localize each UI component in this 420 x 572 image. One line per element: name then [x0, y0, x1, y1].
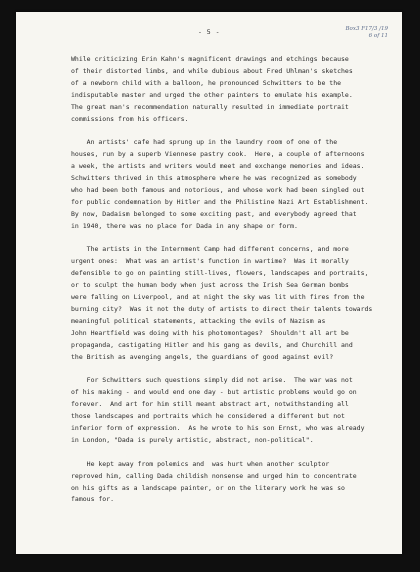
text-line: commissions from his officers.	[71, 114, 189, 123]
text-line: or to sculpt the human body when just across the Irish Sea German bombs	[71, 281, 349, 290]
text-line: for public condemnation by Hitler and the Philistine Nazi Art Establishment.	[71, 197, 369, 206]
text-line: The great man's recommendation naturally resulted in immediate portrait	[71, 102, 349, 111]
text-line: the British as avenging angels, the guardians of good against evil?	[71, 352, 334, 361]
text-line: in London, "Dada is purely artistic, abstract, non-political".	[71, 435, 314, 444]
text-line: urgent ones: What was an artist's function in wartime? Was it morally	[71, 257, 349, 266]
text-line: While criticizing Erin Kahn's magnificent drawings and etchings because	[71, 55, 349, 63]
annotation-line: 6 of 11	[368, 32, 388, 39]
text-line: inferior form of expression. As he wrote to his son Ernst, who was already	[71, 424, 365, 433]
text-line: on his gifts as a landscape painter, or on the literary work he was so	[71, 483, 345, 492]
paragraph	[71, 375, 371, 446]
paragraph	[71, 459, 371, 507]
annotation-line: Box3 F17/3 /19	[345, 26, 388, 32]
text-line: those landscapes and portraits which he considered a different but not	[71, 412, 345, 421]
document-page	[16, 12, 402, 554]
text-line: of a newborn child with a balloon, he pronounced Schwitters to be the	[71, 78, 342, 87]
text-line: By now, Dadaism belonged to some exciting past, and everybody agreed that	[71, 209, 357, 218]
text-line: a week, the artists and writers would meet and exchange memories and ideas.	[71, 162, 365, 171]
text-line: Schwitters thrived in this atmosphere where he was recognized as somebody	[71, 174, 357, 183]
text-line: defensible to go on painting still-lives, flowers, landscapes and portraits,	[71, 269, 369, 278]
text-line: John Heartfield was doing with his photomontages? Shouldn't all art be	[71, 328, 349, 337]
text-line: The artists in the Internment Camp had different concerns, and more	[71, 245, 349, 254]
text-line: who had been both famous and notorious, and whose work had been singled out	[71, 185, 365, 194]
paragraph	[71, 54, 371, 125]
text-line: were falling on Liverpool, and at night the sky was lit with fires from the	[71, 293, 365, 302]
page-number: - 5 -	[197, 28, 221, 36]
text-line: of their distorted limbs, and while dubious about Fred Uhlman's sketches	[71, 66, 353, 75]
text-line: houses, run by a superb Viennese pastry cook. Here, a couple of afternoons	[71, 150, 365, 159]
text-line: An artists' cafe had sprung up in the laundry room of one of the	[71, 138, 338, 147]
paragraph	[71, 137, 371, 232]
text-line: indisputable master and urged the other painters to emulate his example.	[71, 90, 353, 99]
text-line: of his making - and would end one day - but artistic problems would go on	[71, 388, 357, 397]
text-line: forever. And art for him still meant abstract art, notwithstanding all	[71, 400, 349, 409]
text-line: He kept away from polemics and was hurt when another sculptor	[71, 459, 330, 468]
text-line: reproved him, calling Dada childish nonsense and urged him to concentrate	[71, 471, 357, 480]
paragraph	[71, 244, 371, 363]
text-line: famous for.	[71, 495, 115, 504]
text-line: For Schwitters such questions simply did not arise. The war was not	[71, 376, 353, 385]
text-line: meaningful political statements, attacking the evils of Nazism as	[71, 316, 326, 325]
handwritten-archive-annotation	[328, 26, 388, 39]
text-line: propaganda, castigating Hitler and his gang as devils, and Churchill and	[71, 340, 353, 349]
text-line: burning city? Was it not the duty of artists to direct their talents towards	[71, 305, 373, 313]
body-text	[71, 54, 371, 518]
text-line: in 1940, there was no place for Dada in any shape or form.	[71, 221, 298, 230]
